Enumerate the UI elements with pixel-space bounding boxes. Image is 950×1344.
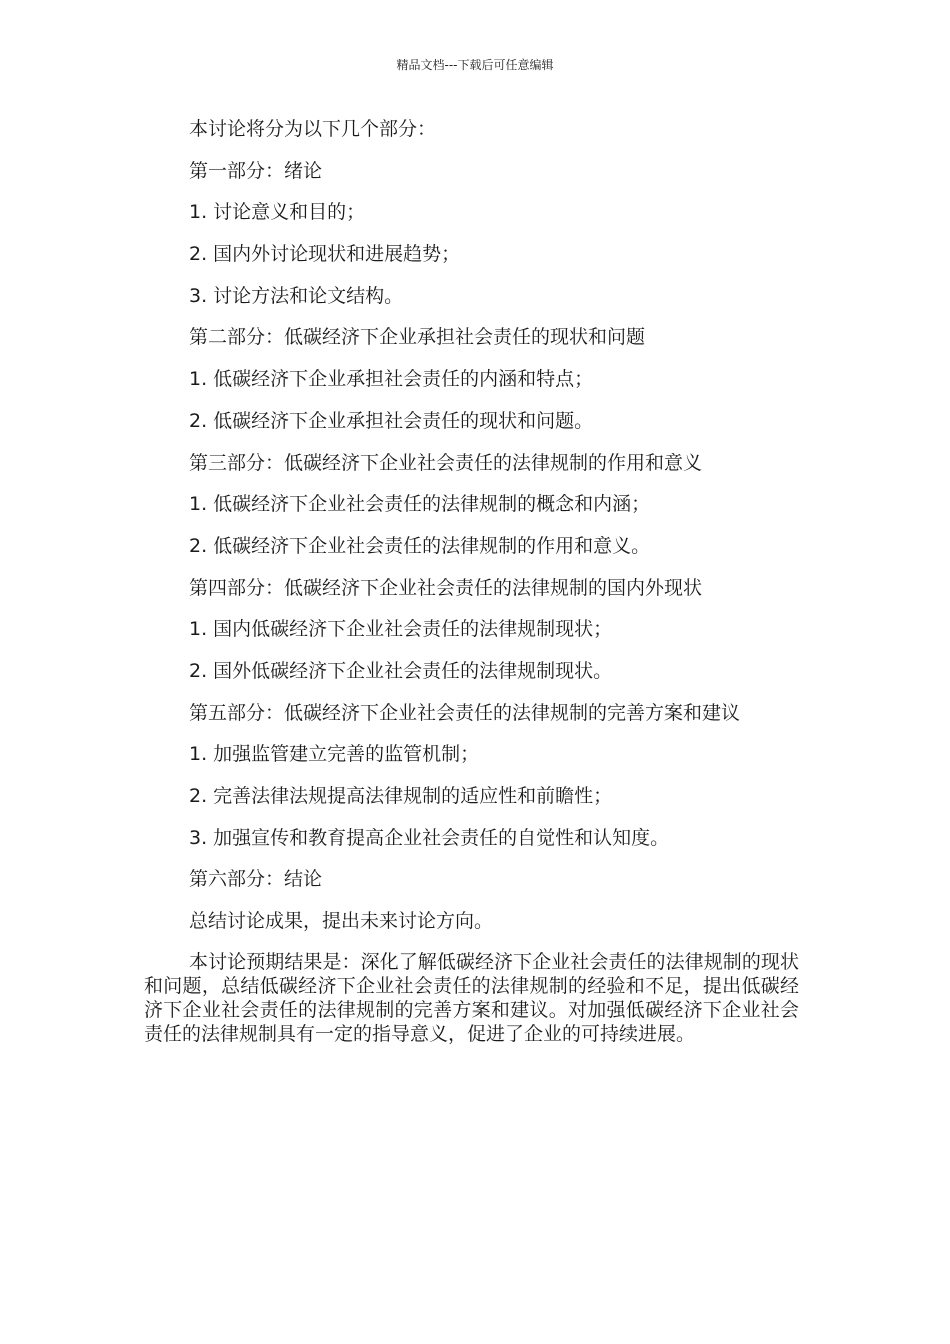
- summary-paragraph: 本讨论预期结果是：深化了解低碳经济下企业社会责任的法律规制的现状和问题，总结低碳经济下企业社会责任的法律规制的经验和不足，提出低碳经济下企业社会责任的法律规制的完善方案和建议。对加强低碳经济下企业社会责任的法律规制具有一定的指导意义，促进了企业的可持续进展。: [144, 950, 799, 1045]
- intro-line: 本讨论将分为以下几个部分：: [189, 118, 437, 140]
- list-item: 1. 低碳经济下企业承担社会责任的内涵和特点；: [189, 368, 594, 391]
- list-item: 2. 国内外讨论现状和进展趋势；: [189, 243, 461, 266]
- section-heading: 第一部分：绪论: [189, 159, 323, 182]
- section-heading: 第二部分：低碳经济下企业承担社会责任的现状和问题: [189, 326, 646, 349]
- list-item: 3. 讨论方法和论文结构。: [189, 284, 404, 307]
- list-item: 1. 低碳经济下企业社会责任的法律规制的概念和内涵；: [189, 493, 651, 516]
- section-heading: 第六部分：结论: [189, 868, 323, 891]
- list-item: 3. 加强宣传和教育提高企业社会责任的自觉性和认知度。: [189, 826, 670, 849]
- list-item: 2. 国外低碳经济下企业社会责任的法律规制现状。: [189, 659, 613, 682]
- section-heading: 第三部分：低碳经济下企业社会责任的法律规制的作用和意义: [189, 451, 703, 474]
- conclusion-line: 总结讨论成果，提出未来讨论方向。: [189, 910, 494, 933]
- list-item: 1. 加强监管建立完善的监管机制；: [189, 743, 480, 766]
- document-body: [144, 116, 799, 1046]
- list-item: 2. 低碳经济下企业社会责任的法律规制的作用和意义。: [189, 534, 651, 557]
- list-item: 1. 国内低碳经济下企业社会责任的法律规制现状；: [189, 618, 613, 641]
- list-item: 1. 讨论意义和目的；: [189, 201, 366, 224]
- page-header: 精品文档---下载后可任意编辑: [396, 58, 554, 72]
- list-item: 2. 完善法律法规提高法律规制的适应性和前瞻性；: [189, 785, 613, 807]
- section-heading: 第四部分：低碳经济下企业社会责任的法律规制的国内外现状: [189, 576, 703, 599]
- list-item: 2. 低碳经济下企业承担社会责任的现状和问题。: [189, 409, 594, 432]
- section-heading: 第五部分：低碳经济下企业社会责任的法律规制的完善方案和建议: [189, 701, 741, 724]
